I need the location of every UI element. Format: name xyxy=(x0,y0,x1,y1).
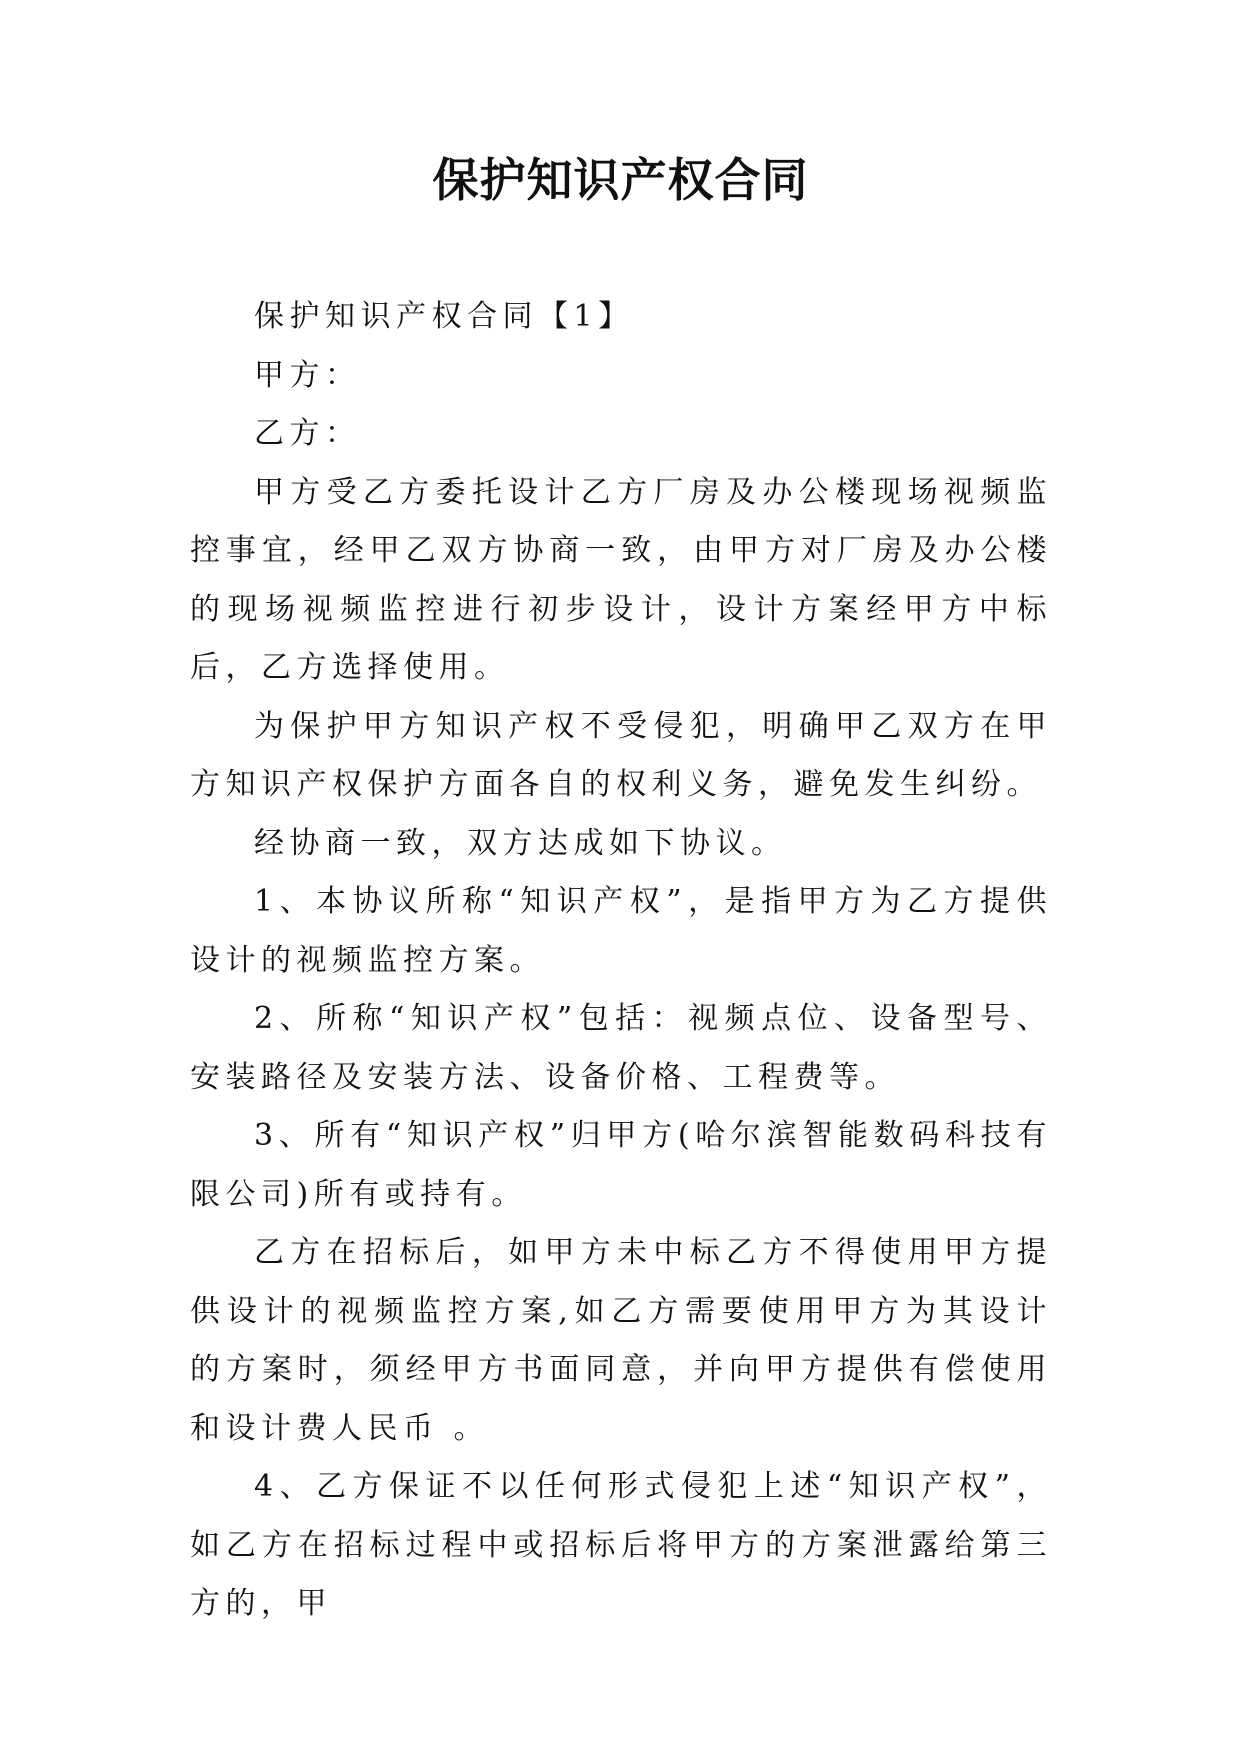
paragraph-agreement: 经协商一致，双方达成如下协议。 xyxy=(254,825,787,861)
document-body xyxy=(190,288,1052,1634)
party-b-line: 乙方： xyxy=(254,416,361,451)
paragraph-usage-terms: 乙方在招标后，如甲方未中标乙方不得使用甲方提供设计的视频监控方案,如乙方需要使用甲方为其设计的方案时，须经甲方书面同意，并向甲方提供有偿使用和设计费人民币 。 xyxy=(190,1235,1052,1446)
clause-3: 3、所有“知识产权”归甲方(哈尔滨智能数码科技有限公司)所有或持有。 xyxy=(190,1118,1052,1212)
clause-1: 1、本协议所称“知识产权”，是指甲方为乙方提供设计的视频监控方案。 xyxy=(190,884,1052,978)
document-title: 保护知识产权合同 xyxy=(432,153,809,207)
contract-heading: 保护知识产权合同【1】 xyxy=(254,299,634,334)
paragraph-purpose: 为保护甲方知识产权不受侵犯，明确甲乙双方在甲方知识产权保护方面各自的权利义务，避免发生纠纷。 xyxy=(190,708,1052,802)
paragraph-commission: 甲方受乙方委托设计乙方厂房及办公楼现场视频监控事宜，经甲乙双方协商一致，由甲方对厂房及办公楼的现场视频监控进行初步设计，设计方案经甲方中标后，乙方选择使用。 xyxy=(190,474,1052,685)
party-a-line: 甲方： xyxy=(254,357,361,393)
clause-4: 4、乙方保证不以任何形式侵犯上述“知识产权”，如乙方在招标过程中或招标后将甲方的方案泄露给第三方的，甲 xyxy=(190,1469,1052,1621)
clause-2: 2、所称“知识产权”包括：视频点位、设备型号、安装路径及安装方法、设备价格、工程费等。 xyxy=(190,1001,1052,1095)
